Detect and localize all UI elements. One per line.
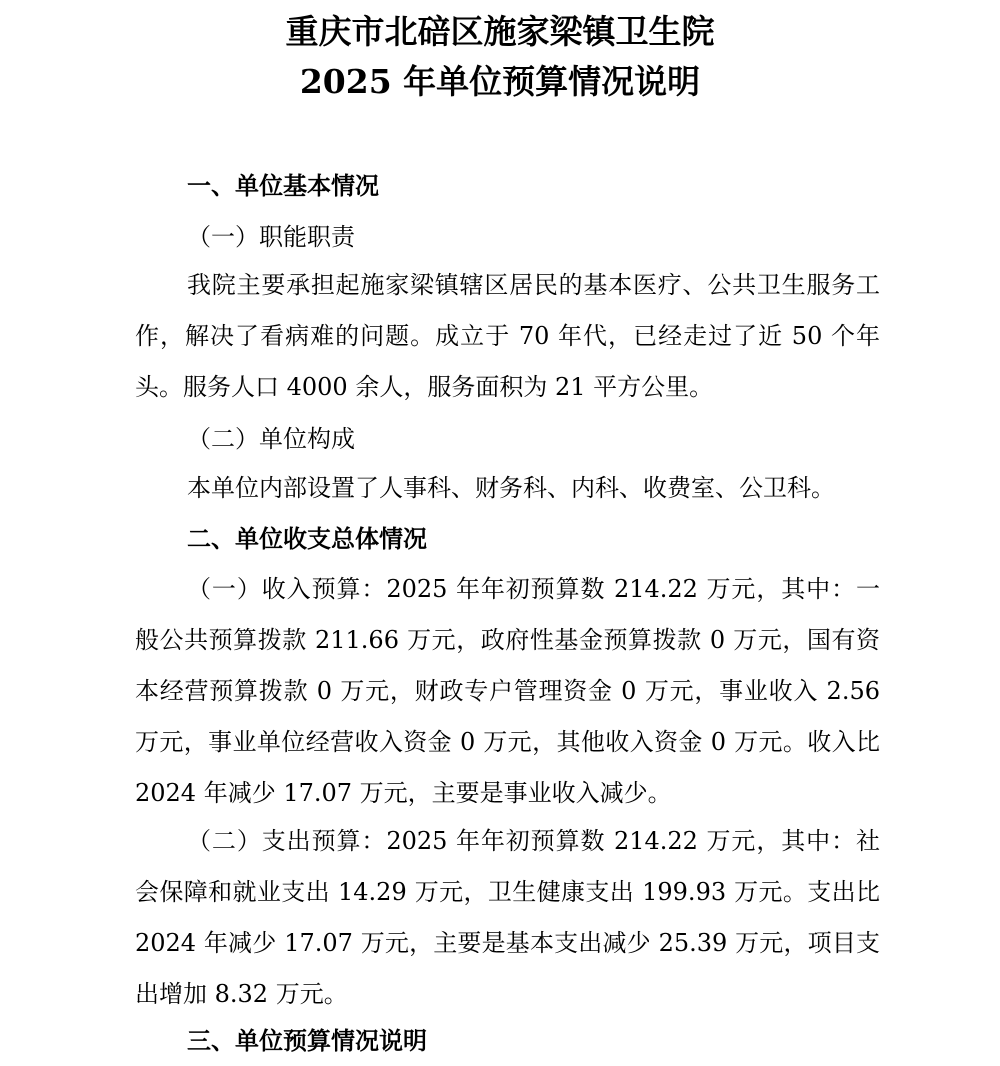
section1-sub1-heading: （一）职能职责 [187,223,355,251]
section1-sub2-heading: （二）单位构成 [187,425,355,453]
document-title-line1: 重庆市北碚区施家梁镇卫生院 [285,12,715,51]
section2-income-paragraph: （一）收入预算：2025 年年初预算数 214.22 万元，其中：一般公共预算拨款 211.66 万元，政府性基金预算拨款 0 万元，国有资本经营预算拨款 0 万元，财政专户管理资金 0 万元，事业收入 2.56 万元，事业单位经营收入资金 0 万元，其他收入资金 0 万元。收入比 2024 年减少 17.07 万元，主要是事业收入减少。 [135,575,880,807]
document-title-line2: 2025 年单位预算情况说明 [299,62,701,101]
section1-sub1-paragraph: 我院主要承担起施家梁镇辖区居民的基本医疗、公共卫生服务工作，解决了看病难的问题。成立于 70 年代，已经走过了近 50 个年头。服务人口 4000 余人，服务面积为 21 平方公里。 [135,271,880,401]
section2-heading: 二、单位收支总体情况 [187,524,427,553]
section2-expense-paragraph: （二）支出预算：2025 年年初预算数 214.22 万元，其中：社会保障和就业支出 14.29 万元，卫生健康支出 199.93 万元。支出比 2024 年减少 17.07 万元，主要是基本支出减少 25.39 万元，项目支出增加 8.32 万元。 [135,827,880,1008]
section1-sub2-paragraph: 本单位内部设置了人事科、财务科、内科、收费室、公卫科。 [187,474,835,502]
section1-heading: 一、单位基本情况 [187,171,379,200]
section3-heading: 三、单位预算情况说明 [187,1026,427,1055]
